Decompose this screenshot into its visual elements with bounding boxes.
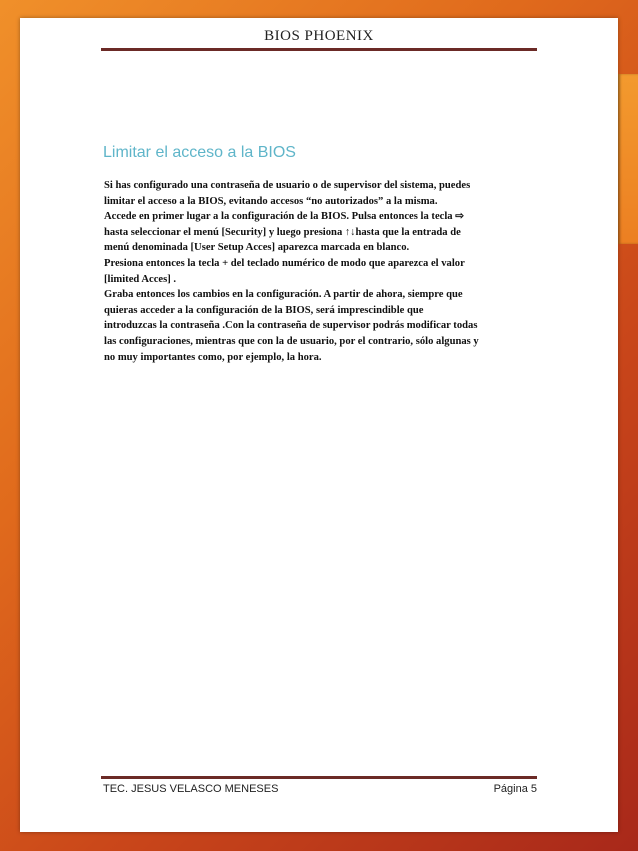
body-line: hasta seleccionar el menú [Security] y luego presiona ↑↓hasta que la entrada de [104, 226, 461, 238]
body-line: Presiona entonces la tecla + del teclado numérico de modo que aparezca el valor [104, 257, 465, 269]
body-line: quieras acceder a la configuración de la BIOS, será imprescindible que [104, 304, 424, 316]
side-decoration-tab [618, 74, 638, 244]
body-line: las configuraciones, mientras que con la de usuario, por el contrario, sólo algunas y [104, 335, 479, 347]
body-line: no muy importantes como, por ejemplo, la hora. [104, 351, 322, 363]
footer-divider [101, 776, 537, 779]
footer-author: TEC. JESUS VELASCO MENESES [103, 783, 279, 795]
body-line: [limited Acces] . [104, 273, 177, 285]
body-line: Accede en primer lugar a la configuración de la BIOS. Pulsa entonces la tecla ⇨ [104, 211, 465, 223]
body-paragraph [104, 178, 538, 365]
document-page [20, 18, 618, 832]
footer-page-number: Página 5 [493, 783, 537, 795]
section-heading: Limitar el acceso a la BIOS [103, 144, 296, 161]
header-title: BIOS PHOENIX [264, 28, 374, 44]
body-line: Graba entonces los cambios en la configuración. A partir de ahora, siempre que [104, 289, 463, 301]
body-line: introduzcas la contraseña .Con la contraseña de supervisor podrás modificar todas [104, 320, 478, 332]
body-line: menú denominada [User Setup Acces] aparezca marcada en blanco. [104, 242, 410, 254]
body-line: Si has configurado una contraseña de usuario o de supervisor del sistema, puedes [104, 180, 471, 191]
body-line: limitar el acceso a la BIOS, evitando accesos “no autorizados” a la misma. [104, 195, 438, 207]
header-divider [101, 48, 537, 51]
